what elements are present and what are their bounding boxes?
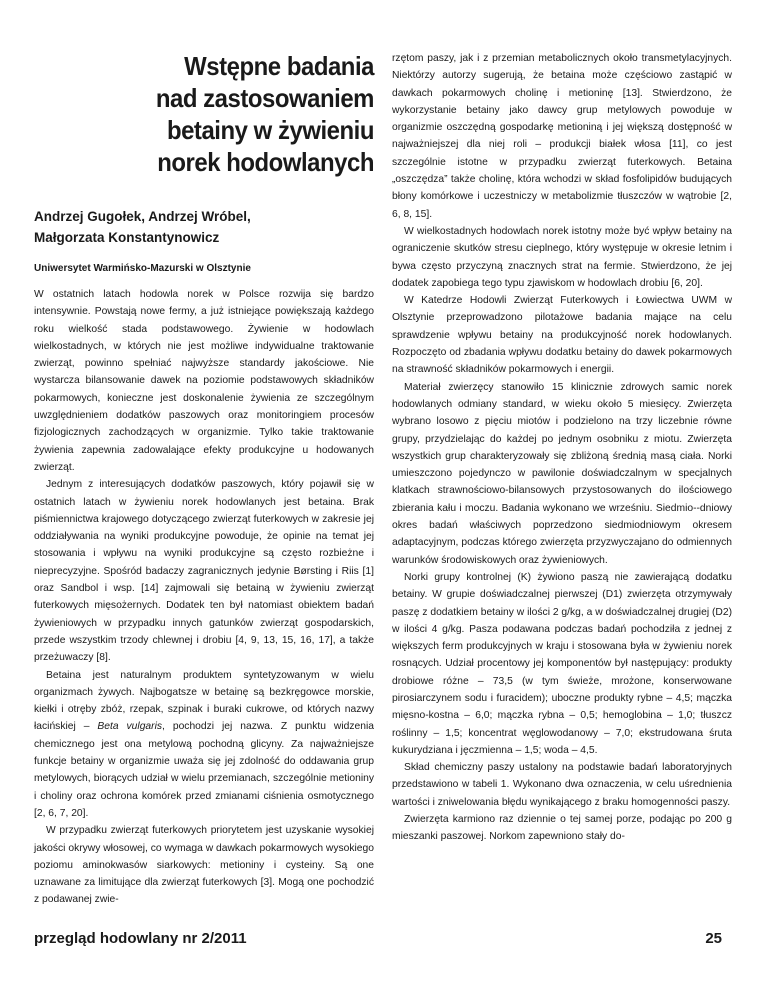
paragraph: Materiał zwierzęcy stanowiło 15 klinicznie zdrowych samic norek hodowlanych odmiany standard, w wieku około 5 miesięcy. Zwierzęta wybrano losowo z pięciu miotów i podzielono na trzy liczebnie równe grupy, przydzielając do każdej po jednym osobniku z miotu. Zwierzęta wszystkich grup charakteryzowały się zbliżoną średnią masą ciała. Norki umieszczono pojedynczo w pawilonie doświadczalnym w specjalnych klatkach strawnościowo-bilansowych przystosowanych do ilościowego zbierania kału i moczu. Badania wykonano we wrześniu. Siedmio--dniowy okres badań właściwych poprzedzono siedmiodniowym okresem adaptacyjnym, podczas którego zwierzęta przyzwyczajano do odmiennych warunków środowiskowych oraz żywieniowych.: [392, 381, 732, 566]
latin-name: Beta vulgaris: [97, 721, 163, 733]
title-line: betainy w żywieniu: [166, 115, 374, 145]
article-title: [61, 50, 374, 178]
title-line: nad zastosowaniem: [155, 83, 374, 113]
journal-footer: przegląd hodowlany nr 2/2011: [34, 930, 247, 947]
affiliation: Uniwersytet Warmińsko-Mazurski w Olsztynie: [34, 263, 251, 274]
paragraph: Jednym z interesujących dodatków paszowych, który pojawił się w ostatnich latach w żywieniu norek hodowlanych jest betaina. Brak piśmiennictwa krajowego dotyczącego zwierząt futerkowych w zakresie jej oddziaływania na wyniki produkcyjne powoduje, że opinie na temat jej stosowania i wpływu na wyniki produkcyjne są często rozbieżne i nieprecyzyjne. Spośród badaczy zagranicznych jedynie Børsting i Riis [1] oraz Sandbol i wsp. [14] zajmowali się betainą w żywieniu zwierząt futerkowych mięsożernych. Dodatek ten był natomiast obiektem badań żywieniowych w przypadku innych gatunków zwierząt gospodarskich, przede wszystkim trzody chlewnej i drobiu [4, 9, 13, 15, 16, 17], a także przeżuwaczy [8].: [34, 479, 374, 664]
paragraph: W przypadku zwierząt futerkowych priorytetem jest uzyskanie wysokiej jakości okrywy włosowej, co wymaga w dawkach pokarmowych wysokiego poziomu aminokwasów siarkowych: metioniny i cysteiny. Są one uznawane za limitujące dla zwierząt futerkowych [3]. Mogą one pochodzić z podawanej zwie-: [34, 825, 374, 906]
paragraph: W wielkostadnych hodowlach norek istotny może być wpływ betainy na ograniczenie skutków stresu cieplnego, który występuje w okresie letnim i bywa często przyczyną znacznych strat na fermie. Stwierdzono, że jej dodatek zapobiega tego typu zjawiskom w hodowlach drobiu [6, 20].: [392, 225, 732, 289]
left-body-text: [34, 286, 374, 909]
paragraph: rzętom paszy, jak i z przemian metabolicznych około transmetylacyjnych. Niektórzy autorzy sugerują, że betaina może częściowo zastąpić w dawkach pokarmowych cholinę i metioninę [13]. Stwierdzono, że wykorzystanie betainy jako dawcy grup metylowych powoduje w organizmie oszczędną gospodarkę metioniną i jej większą dostępność w najważniejszej dla niej roli – produkcji białek włosa [11], co jest szczególnie istotne w przypadku zwierząt futerkowych. Betaina „oszczędza” także cholinę, która wchodzi w skład fosfolipidów budujących błony komórkowe i uczestniczy w metabolizmie tłuszczów w wątrobie [2, 6, 8, 15].: [392, 53, 732, 220]
authors-line: Andrzej Gugołek, Andrzej Wróbel,: [34, 209, 251, 224]
paragraph: Zwierzęta karmiono raz dziennie o tej samej porze, podając po 200 g mieszanki paszowej. Norkom zapewniono stały do-: [392, 814, 732, 843]
paragraph: W ostatnich latach hodowla norek w Polsce rozwija się bardzo intensywnie. Powstają nowe fermy, a już istniejące powiększają każdego roku wielkość stada podstawowego. Żywienie w hodowlach wielkostadnych, w których nie jest możliwe indywidualne traktowanie zwierząt, powinno spełniać najwyższe standardy jakościowe. Nie wystarcza bilansowanie dawek na poziomie podstawowych składników pokarmowych, konieczne jest doskonalenie żywienia ze szczególnym uwzględnieniem dodatków paszowych oraz monitoringiem procesów fizjologicznych zachodzących w organizmie. Tylko takie traktowanie żywienia zapewnia zadowalające efekty produkcyjne u hodowanych zwierząt.: [34, 289, 374, 473]
paragraph-text: , pochodzi jej nazwa. Z punktu widzenia chemicznego jest ona metylową pochodną glicyny. Za najważniejsze funkcje betainy w organizmie uważa się jej zdolność do oddawania grup metylowych, biorących udział w wielu przemianach, szczególnie metioniny i choliny oraz ochrona komórek przed zmianami ciśnienia osmotycznego [2, 6, 7, 20].: [34, 721, 374, 819]
paragraph: [34, 667, 374, 823]
title-line: norek hodowlanych: [157, 147, 374, 177]
page-number: 25: [705, 930, 722, 947]
authors: [34, 206, 374, 248]
left-column: [34, 50, 374, 909]
right-column: [392, 50, 732, 846]
paragraph: Skład chemiczny paszy ustalony na podstawie badań laboratoryjnych przedstawiono w tabeli 1. Wykonano dwa oznaczenia, w celu uśrednienia wartości i zniwelowania błędu wynikającego z braku homogenności paszy.: [392, 762, 732, 808]
authors-line: Małgorzata Konstantynowicz: [34, 230, 220, 245]
title-line: Wstępne badania: [184, 51, 374, 81]
paragraph-text: Betaina jest naturalnym produktem syntetyzowanym w wielu organizmach żywych. Najbogatsze w betainę są bezkręgowce morskie, kiełki i otręby zbóż, rzepak, szpinak i buraki cukrowe, od których nazwy łacińskiej –: [34, 669, 374, 733]
paragraph: W Katedrze Hodowli Zwierząt Futerkowych i Łowiectwa UWM w Olsztynie przeprowadzono pilotażowe badania mające na celu sprawdzenie wpływu betainy na produkcyjność norek hodowlanych. Rozpoczęto od zbadania wpływu dodatku betainy do dawek pokarmowych na strawność składników pokarmowych i energii.: [392, 295, 732, 376]
paragraph: Norki grupy kontrolnej (K) żywiono paszą nie zawierającą dodatku betainy. W grupie doświadczalnej pierwszej (D1) zwierzęta otrzymywały paszę z dodatkiem betainy w ilości 2 g/kg, a w doświadczalnej drugiej (D2) w ilości 4 g/kg. Pasza podawana podczas badań pochodziła z jednej z większych ferm produkcyjnych w kraju i stosowana była w żywieniu norek rosnących. Udział procentowy jej komponentów był następujący: produkty drobiowe różne – 73,5 (w tym świeże, mrożone, konserwowane pirosiarczynem sodu i furacidem); uboczne produkty rybne – 4,5; mączka mięsno-kostna – 6,0; mączka rybna – 0,5; hemoglobina – 1,0; tłuszcz roślinny – 1,5; koncentrat węglowodanowy – 7,0; ekstrudowana śruta kukurydziana i jęczmienna – 1,5; woda – 4,5.: [392, 571, 732, 756]
